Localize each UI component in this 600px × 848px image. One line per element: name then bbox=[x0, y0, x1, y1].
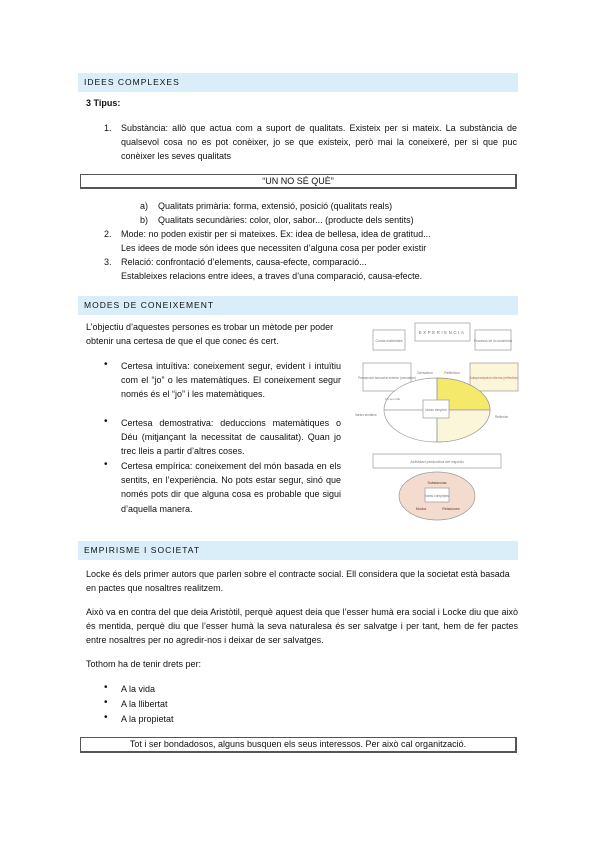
diagram-label: Modos bbox=[415, 507, 427, 511]
bullet-icon: • bbox=[104, 459, 108, 470]
section-header-modes: MODES DE CONEIXEMENT bbox=[78, 296, 518, 315]
list-item-mode: Mode: no poden existir per si mateixes. Ex: idea de bellesa, idea de gratitud... bbox=[121, 229, 431, 239]
section-header-empirisme: EMPIRISME I SOCIETAT bbox=[78, 541, 518, 560]
list-item-mode-detail: Les idees de mode són idees que necessiten d’alguna cosa per poder existir bbox=[121, 243, 427, 253]
diagram-label: Ideas complejas bbox=[425, 494, 449, 498]
list-item-substancia: Substància: allò que actua com a suport de qualitats. Existeix per si mateix. La substància de qualsevol cosa no es pot conèixer, jo se que existeix, però mai la coneixeré, per si que puc conèixer les seves qualitats bbox=[121, 123, 517, 162]
tipus-label: 3 Tipus: bbox=[86, 98, 121, 108]
list-item-qualitats-primaries: Qualitats primària: forma, extensió, posició (qualitats reals) bbox=[158, 201, 393, 211]
bullet-icon: • bbox=[104, 416, 108, 427]
diagram-label: Percepción sensorial exterior (sensation) bbox=[358, 376, 416, 380]
locke-knowledge-diagram bbox=[355, 318, 525, 523]
bullet-icon: • bbox=[104, 712, 108, 723]
callout-box-organitzacio: Tot i ser bondadosos, alguns busquen els seus interessos. Per això cal organització. bbox=[80, 737, 517, 753]
list-item-relacio: Relació: confrontació d’elements, causa-efecte, comparació... bbox=[121, 257, 367, 267]
bullet-certesa-intuitiva: Certesa intuïtiva: coneixement segur, evident i intuïtiu com el “jo” o les matemàtiques. El coneixement segur només és el “jo” i les matemàtiques. bbox=[121, 361, 341, 400]
right-item: A la llibertat bbox=[121, 699, 168, 709]
paragraph-drets: Tothom ha de tenir drets per: bbox=[86, 659, 202, 669]
bullet-icon: • bbox=[104, 359, 108, 370]
callout-box: “UN NO SÉ QUÈ” bbox=[80, 174, 517, 189]
list-marker: a) bbox=[140, 201, 149, 211]
list-number: 2. bbox=[104, 229, 112, 239]
paragraph-locke: Locke és dels primer autors que parlen sobre el contracte social. Ell considera que la societat està basada en pactes que nosaltres realitzem. bbox=[86, 569, 510, 594]
diagram-label: Un sen tido bbox=[385, 397, 401, 401]
diagram-label: Sensation bbox=[417, 371, 433, 375]
diagram-label: Relaciones bbox=[442, 507, 460, 511]
paragraph-aristotil: Això va en contra del que deia Aristòtil, perquè aquest deia que l’esser humà era social i Locke diu que això és mentida, perquè diu que l’esser humà la seva naturalesa és ser salvatge i per tant, hem de fer pactes entre nosaltres per no agredir-nos i deixar de ser salvatges. bbox=[86, 607, 518, 646]
list-item-qualitats-secundaries: Qualitats secundàries: color, olor, sabor... (producte dels sentits) bbox=[158, 215, 414, 225]
diagram-label: EXPERIENCIA bbox=[418, 330, 466, 335]
section-header-idees-complexes: IDEES COMPLEXES bbox=[78, 73, 518, 92]
diagram-label: Actividad productiva del espíritu bbox=[410, 460, 464, 464]
diagram-label: Autopercepción interna (reflection) bbox=[469, 376, 519, 380]
list-number: 3. bbox=[104, 257, 112, 267]
diagram-label: Reflection bbox=[444, 371, 460, 375]
list-number: 1. bbox=[104, 123, 112, 133]
modes-intro: L’objectiu d’aquestes persones es trobar un mètode per poder obtenir una certesa de que el que conec és cert. bbox=[86, 322, 334, 347]
bullet-certesa-demostrativa: Certesa demostrativa: deduccions matemàtiques o Déu (mitjançant la necessitat de causalitat). Quan jo trec lleis a partir d’altres coses. bbox=[121, 418, 341, 457]
right-item: A la propietat bbox=[121, 714, 174, 724]
diagram-label: Ideas simples bbox=[425, 408, 447, 412]
diagram-label: Cosas materiales bbox=[375, 339, 403, 343]
list-marker: b) bbox=[140, 215, 149, 225]
bullet-icon: • bbox=[104, 697, 108, 708]
diagram-label: Substancias bbox=[427, 481, 447, 485]
right-item: A la vida bbox=[121, 684, 156, 694]
diagram-label: Reflexion bbox=[495, 415, 509, 419]
list-item-relacio-detail: Estableixes relacions entre idees, a traves d’una comparació, causa-efecte. bbox=[121, 271, 423, 281]
bullet-icon: • bbox=[104, 682, 108, 693]
diagram-label: Varios sentidos bbox=[355, 413, 377, 417]
diagram-label: Procesos de la conciencia bbox=[473, 339, 513, 343]
bullet-certesa-empirica: Certesa empírica: coneixement del món basada en els sentits, en l’experiència. No pots estar segur, sinó que només pots dir que alguna cosa es probable que sigui d’aquella manera. bbox=[121, 461, 341, 514]
